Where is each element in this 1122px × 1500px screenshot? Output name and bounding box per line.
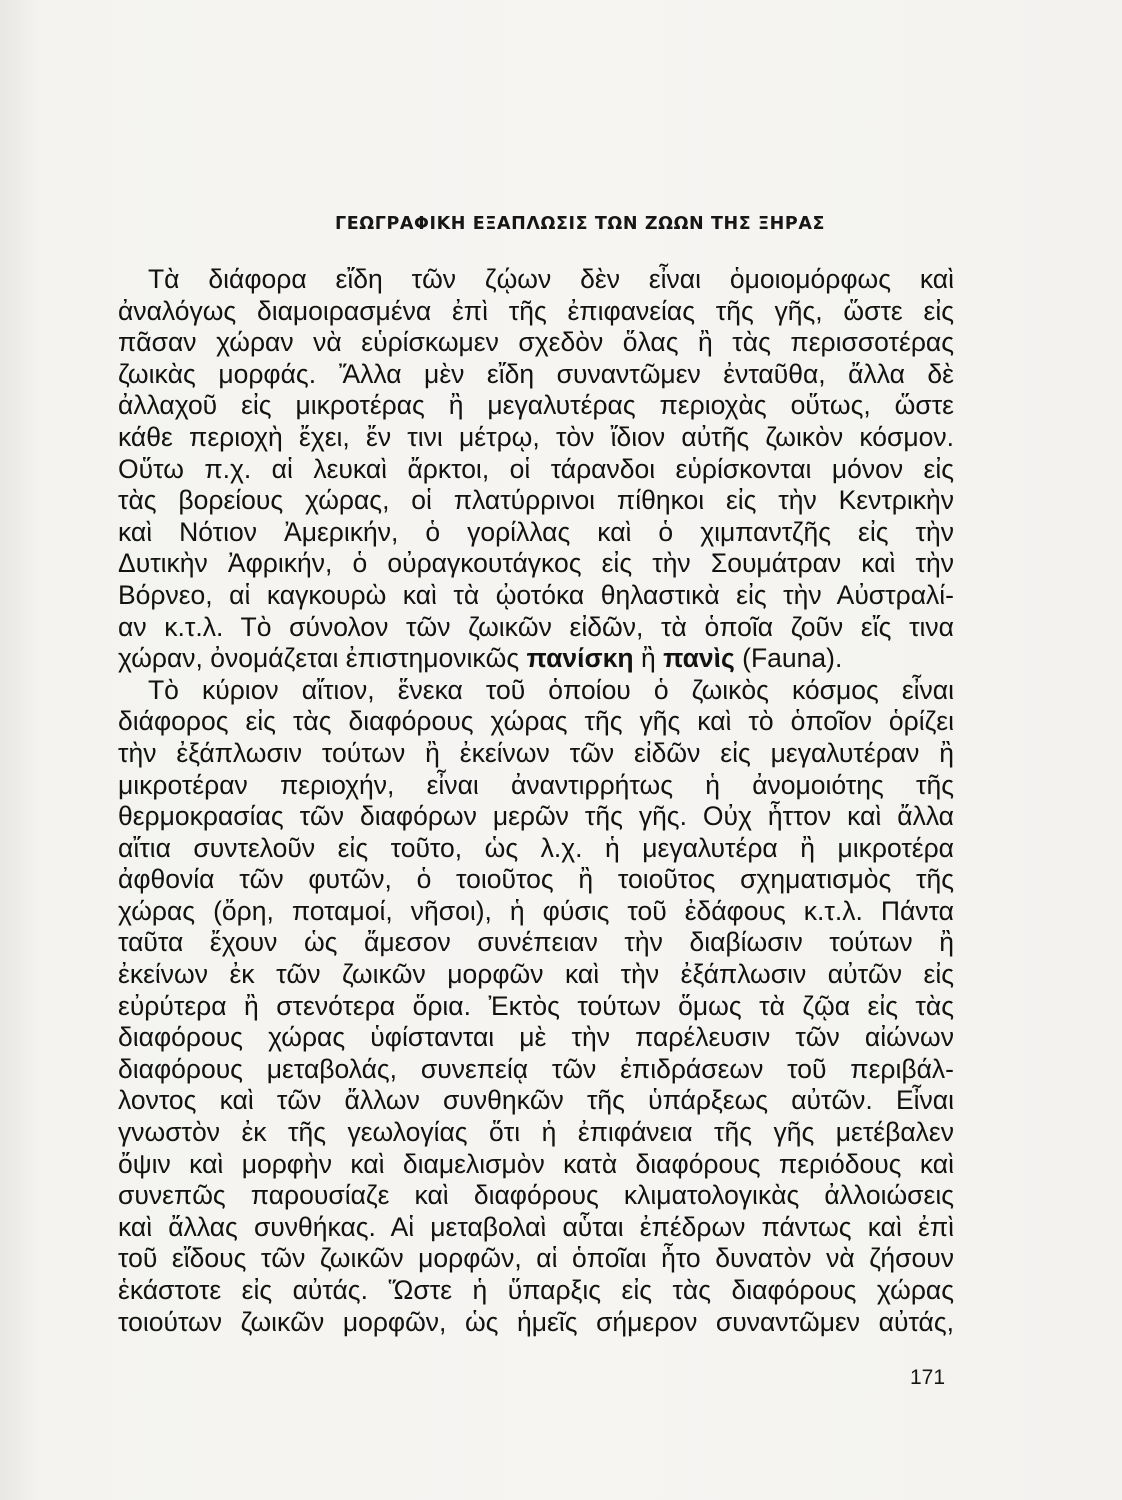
text-line: Τὸ κύριον αἴτιον, ἕνεκα τοῦ ὁποίου ὁ ζωικὸς κόσμος εἶναι xyxy=(148,674,954,705)
text-line: γνωστὸν ἐκ τῆς γεωλογίας ὅτι ἡ ἐπιφάνεια τῆς γῆς μετέβαλεν xyxy=(118,1117,954,1148)
text-line: χώρας (ὄρη, ποταμοί, νῆσοι), ἡ φύσις τοῦ ἐδάφους κ.τ.λ. Πάντα xyxy=(118,895,954,926)
text-line: τὰς βορείους χώρας, οἱ πλατύρρινοι πίθηκοι εἰς τὴν Κεντρικὴν xyxy=(118,485,954,516)
text-line: ἑκάστοτε εἰς αὐτάς. Ὥστε ἡ ὕπαρξις εἰς τὰς διαφόρους χώρας xyxy=(118,1275,954,1305)
bold-term-paniski: πανίσκη xyxy=(526,643,634,674)
text-line: τοῦ εἴδους τῶν ζωικῶν μορφῶν, αἱ ὁποῖαι ἦτο δυνατὸν νὰ ζήσουν xyxy=(118,1243,954,1274)
text-segment: χώραν, ὀνομάζεται ἐπιστημονικῶς xyxy=(118,643,520,674)
text-line: ὄψιν καὶ μορφὴν καὶ διαμελισμὸν κατὰ διαφόρους περιόδους καὶ xyxy=(118,1148,954,1179)
text-line: Οὕτω π.χ. αἱ λευκαὶ ἄρκτοι, οἱ τάρανδοι εὑρίσκονται μόνον εἰς xyxy=(118,453,954,484)
text-line: αν κ.τ.λ. Τὸ σύνολον τῶν ζωικῶν εἰδῶν, τὰ ὁποῖα ζοῦν εἴς τινα xyxy=(118,611,954,642)
text-line: πᾶσαν χώραν νὰ εὑρίσκωμεν σχεδὸν ὅλας ἢ τὰς περισσοτέρας xyxy=(118,327,954,358)
text-line: συνεπῶς παρουσίαζε καὶ διαφόρους κλιματολογικὰς ἀλλοιώσεις xyxy=(118,1180,954,1211)
text-line: διαφόρους χώρας ὑφίστανται μὲ τὴν παρέλευσιν τῶν αἰώνων xyxy=(118,1022,954,1053)
text-line-with-terms xyxy=(118,643,954,675)
text-line: τοιούτων ζωικῶν μορφῶν, ὡς ἡμεῖς σήμερον συναντῶμεν αὐτάς, xyxy=(118,1306,954,1337)
text-segment: ἢ xyxy=(640,643,656,674)
text-line: θερμοκρασίας τῶν διαφόρων μερῶν τῆς γῆς. Οὐχ ἧττον καὶ ἄλλα xyxy=(118,801,954,832)
text-line: Τὰ διάφορα εἴδη τῶν ζῴων δὲν εἶναι ὁμοιομόρφως καὶ xyxy=(148,264,954,294)
bold-term-panis: πανὶς xyxy=(663,643,735,674)
text-line: μικροτέραν περιοχήν, εἶναι ἀναντιρρήτως ἡ ἀνομοιότης τῆς xyxy=(118,769,954,800)
text-line: τὴν ἐξάπλωσιν τούτων ἢ ἐκείνων τῶν εἰδῶν εἰς μεγαλυτέραν ἢ xyxy=(118,737,954,768)
text-line: διάφορος εἰς τὰς διαφόρους χώρας τῆς γῆς καὶ τὸ ὁποῖον ὁρίζει xyxy=(118,706,954,737)
paragraph-1 xyxy=(118,264,954,675)
text-line: καὶ ἄλλας συνθήκας. Αἱ μεταβολαὶ αὗται ἐπέδρων πάντως καὶ ἐπὶ xyxy=(118,1211,954,1242)
text-segment: (Fauna). xyxy=(742,643,843,674)
body-text xyxy=(118,264,954,1338)
text-line: ταῦτα ἔχουν ὡς ἄμεσον συνέπειαν τὴν διαβίωσιν τούτων ἢ xyxy=(118,927,954,958)
text-line: αἴτια συντελοῦν εἰς τοῦτο, ὡς λ.χ. ἡ μεγαλυτέρα ἢ μικροτέρα xyxy=(118,832,954,863)
text-line: Βόρνεο, αἱ καγκουρὼ καὶ τὰ ᾠοτόκα θηλαστικὰ εἰς τὴν Αὐστραλί- xyxy=(118,579,954,610)
text-line: κάθε περιοχὴ ἔχει, ἔν τινι μέτρῳ, τὸν ἴδιον αὐτῆς ζωικὸν κόσμον. xyxy=(118,421,954,452)
text-line: καὶ Νότιον Ἀμερικήν, ὁ γορίλλας καὶ ὁ χιμπαντζῆς εἰς τὴν xyxy=(118,516,954,547)
text-line: ἀλλαχοῦ εἰς μικροτέρας ἢ μεγαλυτέρας περιοχὰς οὕτως, ὥστε xyxy=(118,390,954,421)
text-line: Δυτικὴν Ἀφρικήν, ὁ οὐραγκουτάγκος εἰς τὴν Σουμάτραν καὶ τὴν xyxy=(118,548,954,579)
text-line: ἐκείνων ἐκ τῶν ζωικῶν μορφῶν καὶ τὴν ἐξάπλωσιν αὐτῶν εἰς xyxy=(118,959,954,990)
page-number: 171 xyxy=(910,1366,946,1389)
text-line: ἀφθονία τῶν φυτῶν, ὁ τοιοῦτος ἢ τοιοῦτος σχηματισμὸς τῆς xyxy=(118,864,954,895)
paragraph-2 xyxy=(118,675,954,1338)
section-heading: ΓΕΩΓΡΑΦΙΚΗ ΕΞΑΠΛΩΣΙΣ ΤΩΝ ΖΩΩΝ ΤΗΣ ΞΗΡΑΣ xyxy=(334,214,826,234)
text-line: ἀναλόγως διαμοιρασμένα ἐπὶ τῆς ἐπιφανείας τῆς γῆς, ὥστε εἰς xyxy=(118,295,954,326)
text-line: λοντος καὶ τῶν ἄλλων συνθηκῶν τῆς ὑπάρξεως αὐτῶν. Εἶναι xyxy=(118,1085,954,1116)
text-line: εὐρύτερα ἢ στενότερα ὅρια. Ἐκτὸς τούτων ὅμως τὰ ζῷα εἰς τὰς xyxy=(118,990,954,1021)
text-line: ζωικὰς μορφάς. Ἄλλα μὲν εἴδη συναντῶμεν ἐνταῦθα, ἄλλα δὲ xyxy=(118,358,954,389)
text-line: διαφόρους μεταβολάς, συνεπείᾳ τῶν ἐπιδράσεων τοῦ περιβάλ- xyxy=(118,1053,954,1084)
